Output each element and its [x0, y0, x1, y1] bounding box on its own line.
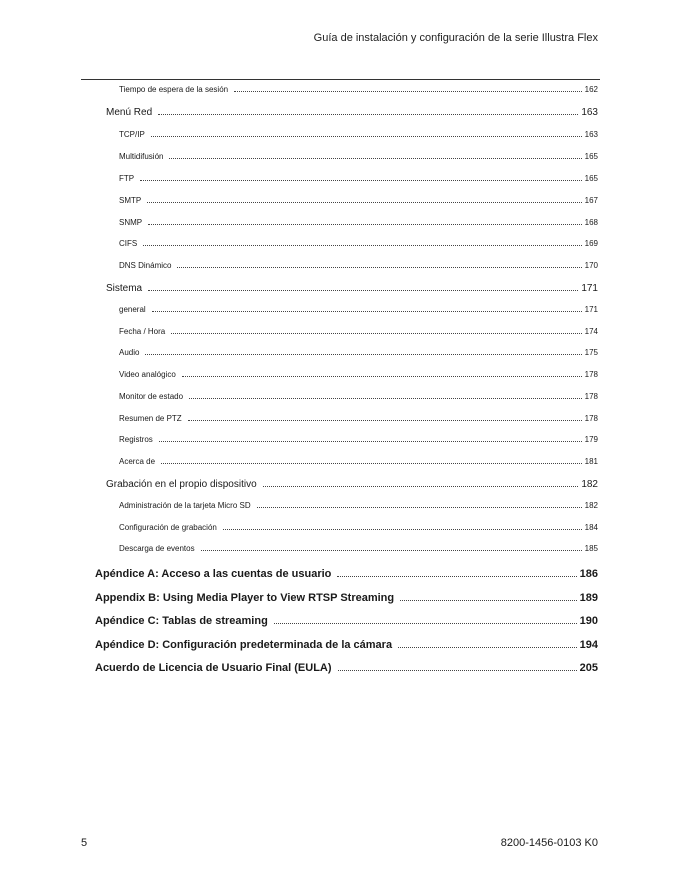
toc-entry-title: Acerca de [119, 457, 156, 466]
toc-entry-title: Monitor de estado [119, 392, 184, 401]
toc-leader-dots [140, 180, 582, 181]
toc-entry-title: general [119, 305, 146, 314]
toc-entry-page: 179 [584, 435, 598, 444]
toc-entry-page: 181 [584, 457, 598, 466]
toc-entry-title: SNMP [119, 218, 143, 227]
toc-entry-title: Fecha / Hora [119, 327, 166, 336]
toc-entry[interactable] [95, 568, 598, 580]
header-divider [81, 79, 600, 80]
toc-entry-title: Tiempo de espera de la sesión [119, 85, 229, 94]
toc-entry-title: Registros [119, 435, 153, 444]
toc-entry[interactable] [119, 218, 598, 227]
toc-leader-dots [145, 354, 581, 355]
toc-leader-dots [338, 670, 577, 671]
toc-leader-dots [171, 333, 581, 334]
toc-entry[interactable] [106, 283, 598, 294]
toc-entry-title: Audio [119, 348, 140, 357]
toc-entry-page: 167 [584, 196, 598, 205]
toc-entry-title: SMTP [119, 196, 142, 205]
toc-entry-title: Menú Red [106, 107, 153, 118]
toc-entry-title: Grabación en el propio dispositivo [106, 479, 257, 490]
toc-entry-page: 174 [584, 327, 598, 336]
toc-leader-dots [148, 224, 582, 225]
toc-entry-page: 178 [584, 370, 598, 379]
page-number: 5 [81, 837, 88, 849]
toc-leader-dots [161, 463, 582, 464]
toc-entry-page: 169 [584, 239, 598, 248]
page-header-title: Guía de instalación y configuración de la serie Illustra Flex [313, 32, 598, 44]
toc-entry[interactable] [95, 592, 598, 604]
toc-entry[interactable] [95, 662, 598, 674]
toc-entry[interactable] [106, 479, 598, 490]
toc-entry[interactable] [119, 435, 598, 444]
toc-leader-dots [152, 311, 582, 312]
toc-entry[interactable] [106, 107, 598, 118]
toc-entry-title: Apéndice C: Tablas de streaming [95, 615, 268, 627]
toc-entry[interactable] [119, 130, 598, 139]
toc-entry-page: 165 [584, 174, 598, 183]
toc-entry[interactable] [95, 639, 598, 651]
toc-entry-page: 171 [584, 305, 598, 314]
toc-leader-dots [159, 441, 582, 442]
toc-leader-dots [223, 529, 582, 530]
toc-entry-title: TCP/IP [119, 130, 145, 139]
toc-entry-title: Sistema [106, 283, 143, 294]
toc-entry[interactable] [119, 152, 598, 161]
toc-entry-title: Administración de la tarjeta Micro SD [119, 501, 251, 510]
toc-leader-dots [337, 576, 576, 577]
toc-leader-dots [234, 91, 582, 92]
toc-entry-page: 190 [579, 615, 598, 627]
toc-entry-title: Apéndice D: Configuración predeterminada de la cámara [95, 639, 393, 651]
toc-entry[interactable] [119, 174, 598, 183]
toc-leader-dots [398, 647, 577, 648]
toc-entry-title: CIFS [119, 239, 138, 248]
toc-entry-page: 178 [584, 392, 598, 401]
toc-entry-page: 171 [581, 283, 598, 294]
toc-leader-dots [151, 136, 582, 137]
toc-entry-title: Video analógico [119, 370, 176, 379]
toc-entry[interactable] [119, 523, 598, 532]
toc-entry-page: 163 [581, 107, 598, 118]
toc-entry-page: 182 [584, 501, 598, 510]
toc-entry-title: Acuerdo de Licencia de Usuario Final (EULA) [95, 662, 332, 674]
toc-entry-title: Descarga de eventos [119, 544, 195, 553]
toc-leader-dots [147, 202, 581, 203]
toc-entry-page: 189 [579, 592, 598, 604]
toc-entry[interactable] [119, 501, 598, 510]
toc-entry-page: 165 [584, 152, 598, 161]
toc-entry[interactable] [119, 261, 598, 270]
toc-leader-dots [400, 600, 577, 601]
toc-entry-page: 170 [584, 261, 598, 270]
toc-entry-title: Multidifusión [119, 152, 164, 161]
toc-entry[interactable] [119, 85, 598, 94]
toc-entry-title: Apéndice A: Acceso a las cuentas de usuario [95, 568, 332, 580]
toc-leader-dots [169, 158, 581, 159]
toc-entry-title: Appendix B: Using Media Player to View RTSP Streaming [95, 592, 395, 604]
toc-entry[interactable] [119, 392, 598, 401]
toc-entry-title: DNS Dinámico [119, 261, 172, 270]
toc-leader-dots [182, 376, 582, 377]
toc-entry[interactable] [119, 305, 598, 314]
toc-entry[interactable] [119, 348, 598, 357]
toc-entry-title: Resumen de PTZ [119, 414, 182, 423]
toc-leader-dots [158, 114, 578, 115]
toc-leader-dots [143, 245, 581, 246]
toc-entry[interactable] [119, 414, 598, 423]
toc-entry-title: Configuración de grabación [119, 523, 217, 532]
toc-leader-dots [263, 486, 579, 487]
toc-entry[interactable] [119, 457, 598, 466]
toc-entry[interactable] [119, 196, 598, 205]
toc-leader-dots [257, 507, 582, 508]
toc-leader-dots [148, 290, 578, 291]
toc-entry-title: FTP [119, 174, 135, 183]
toc-entry-page: 186 [579, 568, 598, 580]
toc-entry[interactable] [119, 327, 598, 336]
toc-entry-page: 184 [584, 523, 598, 532]
toc-entry[interactable] [95, 615, 598, 627]
toc-entry-page: 175 [584, 348, 598, 357]
toc-leader-dots [177, 267, 581, 268]
toc-entry[interactable] [119, 370, 598, 379]
toc-entry-page: 163 [584, 130, 598, 139]
toc-entry[interactable] [119, 544, 598, 553]
toc-leader-dots [189, 398, 582, 399]
document-code: 8200-1456-0103 K0 [500, 837, 598, 849]
toc-entry-page: 194 [579, 639, 598, 651]
toc-entry-page: 185 [584, 544, 598, 553]
toc-entry-page: 182 [581, 479, 598, 490]
toc-entry-page: 178 [584, 414, 598, 423]
toc-entry-page: 162 [584, 85, 598, 94]
toc-entry-page: 168 [584, 218, 598, 227]
toc-leader-dots [201, 550, 582, 551]
toc-leader-dots [188, 420, 582, 421]
toc-entry[interactable] [119, 239, 598, 248]
toc-leader-dots [274, 623, 577, 624]
toc-entry-page: 205 [579, 662, 598, 674]
